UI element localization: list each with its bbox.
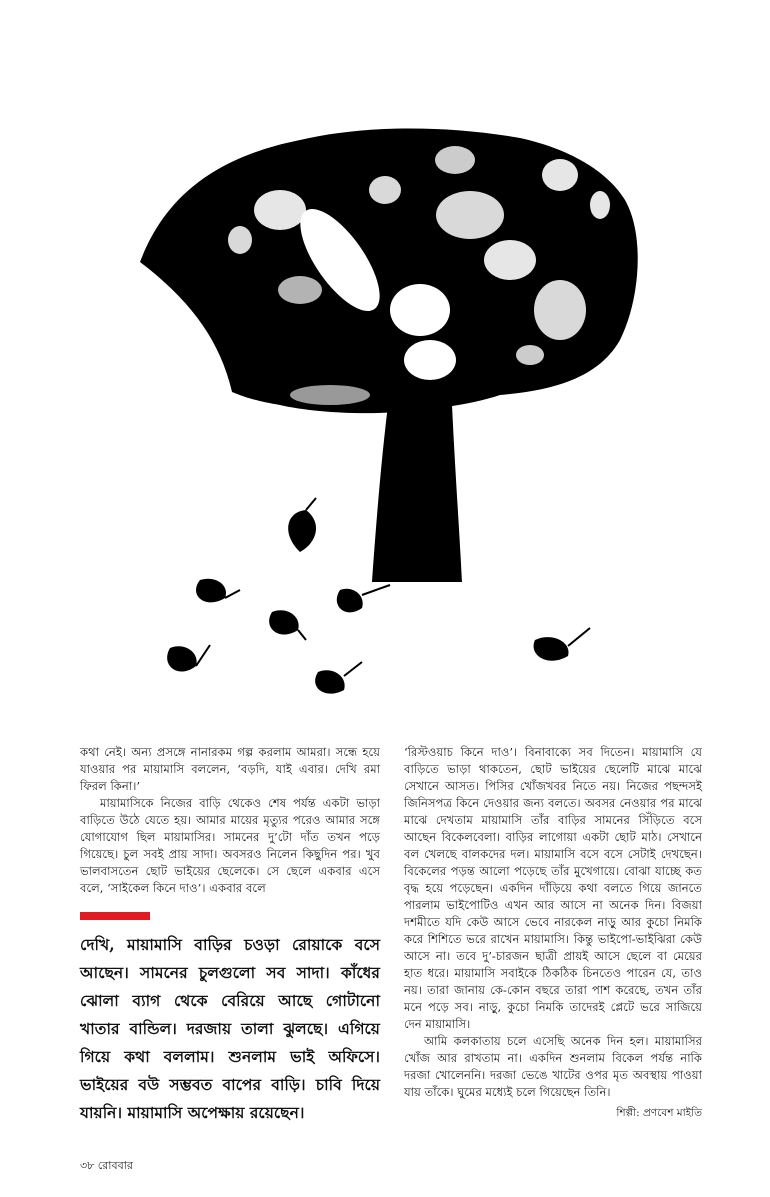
article-column-right <box>404 744 702 1101</box>
article-column-left <box>80 744 380 897</box>
tree-canopy <box>140 128 638 413</box>
page-folio: ৩৮ রোববার <box>80 1159 133 1172</box>
paragraph: ‘রিস্টওয়াচ কিনে দাও’। বিনাবাক্যে সব দিতেন। মায়ামাসি যে বাড়িতে ভাড়া থাকতেন, ছোট ভাইয়ের ছেলেটি মাঝে মাঝে সেখানে আসত। পিসির খোঁজখবর নিতে নয়। নিজের পছন্দসই জিনিসপত্র কিনে দেওয়ার জন্য বলতে। অবসর নেওয়ার পর মাঝে মাঝে দেখতাম মায়ামাসি তাঁর বাড়ির সামনের সিঁড়িতে বসে আছেন বিকেলবেলা। বাড়ির লাগোয়া একটা ছোট মাঠ। সেখানে বল খেলছে বালকদের দল। মায়ামাসি বসে বসে সেটাই দেখছেন। বিকেলের পড়ন্ত আলো পড়েছে তাঁর মুখেগায়ে। বোঝা যাচ্ছে কত বৃদ্ধ হয়ে পড়েছেন। একদিন দাঁড়িয়ে কথা বলতে গিয়ে জানতে পারলাম ভাইপোটিও এখন আর আসে না অনেক দিন। বিজয়া দশমীতে যদি কেউ আসে ভেবে নারকেল নাড়ু আর কুচো নিমকি করে শিশিতে ভরে রাখেন মায়ামাসি। কিন্তু ভাইপো-ভাইঝিরা কেউ আসে না। তবে দু’-চারজন ছাত্রী প্রায়ই আসে ছেলে বা মেয়ের হাত ধরে। মায়ামাসি সবাইকে ঠিকঠিক চিনতেও পারেন যে, তাও নয়। তারা জানায় কে-কোন বছরে তারা পাশ করেছে, তখন তাঁর মনে পড়ে সব। নাড়ু, কুচো নিমকি তাদেরই প্লেটে ভরে সাজিয়ে দেন মায়ামাসি। <box>404 745 702 1031</box>
tree-trunk <box>372 405 462 582</box>
pull-quote-accent-bar <box>80 912 150 920</box>
paragraph: মায়ামাসিকে নিজের বাড়ি থেকেও শেষ পর্যন্ত একটা ভাড়া বাড়িতে উঠে যেতে হয়। আমার মায়ের মৃত্যুর পরেও আমার সঙ্গে যোগাযোগ ছিল মায়ামাসির। সামনের দু’টো দাঁত তখন পড়ে গিয়েছে। চুল সবই প্রায় সাদা। অবসরও নিলেন কিছুদিন পর। খুব ভালবাসতেন ছোট ভাইয়ের ছেলেকে। সে ছেলে একবার এসে বলে, ‘সাইকেল কিনে দাও’। একবার বলে <box>80 796 380 895</box>
artist-credit: শিল্পী: প্রণবেশ মাইতি <box>616 1107 702 1119</box>
paragraph: আমি কলকাতায় চলে এসেছি অনেক দিন হল। মায়ামাসির খোঁজ আর রাখতাম না। একদিন শুনলাম বিকেল পর্যন্ত নাকি দরজা খোলেননি। দরজা ভেঙে খাটের ওপর মৃত অবস্থায় পাওয়া যায় তাঁকে। ঘুমের মধ্যেই চলে গিয়েছেন তিনি। <box>404 1034 702 1099</box>
pull-quote: দেখি, মায়ামাসি বাড়ির চওড়া রোয়াকে বসে আছেন। সামনের চুলগুলো সব সাদা। কাঁধের ঝোলা ব্যাগ থেকে বেরিয়ে আছে গোটানো খাতার বান্ডিল। দরজায় তালা ঝুলছে। এগিয়ে গিয়ে কথা বললাম। শুনলাম ভাই অফিসে। ভাইয়ের বউ সম্ভবত বাপের বাড়ি। চাবি দিয়ে যায়নি। মায়ামাসি অপেক্ষায় রয়েছেন। <box>80 935 380 1122</box>
paragraph: কথা নেই। অন্য প্রসঙ্গে নানারকম গল্প করলাম আমরা। সন্ধে হয়ে যাওয়ার পর মায়ামাসি বললেন, ‘বড়দি, যাই এবার। দেখি রমা ফিরল কিনা।’ <box>80 745 380 793</box>
